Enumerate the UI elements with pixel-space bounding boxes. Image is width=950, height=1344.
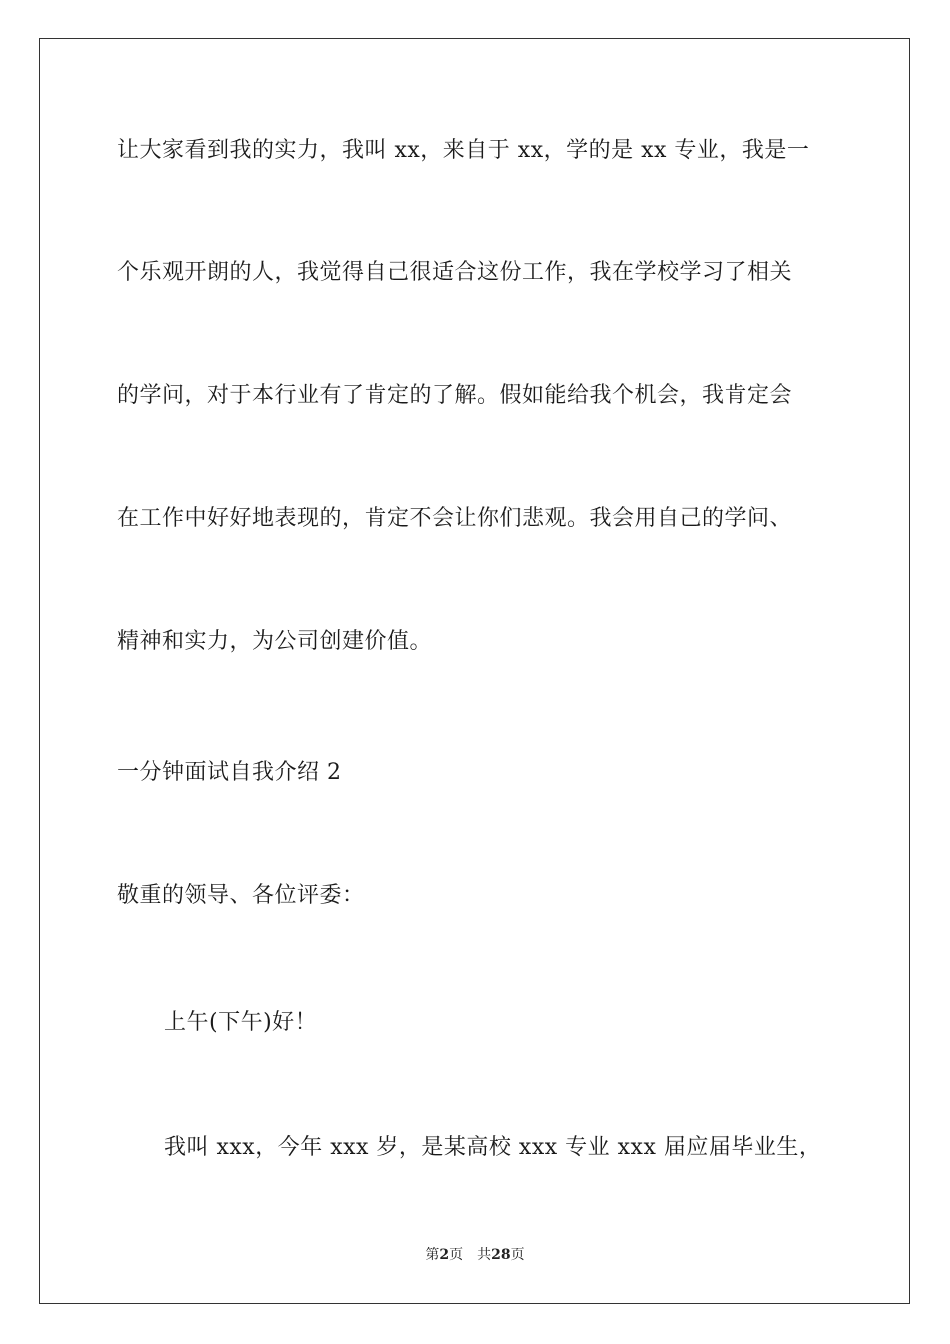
section-heading: 一分钟面试自我介绍 2 xyxy=(117,760,342,785)
greeting: 上午(下午)好！ xyxy=(164,1010,318,1035)
total-suffix: 页 xyxy=(510,1247,525,1263)
body-line-2: 个乐观开朗的人，我觉得自己很适合这份工作，我在学校学习了相关 xyxy=(117,260,793,285)
intro-line: 我叫 xxx，今年 xxx 岁，是某高校 xxx 专业 xxx 届应届毕业生， xyxy=(164,1135,822,1160)
total-prefix: 共 xyxy=(477,1247,492,1263)
total-pages: 28 xyxy=(491,1247,511,1263)
page-prefix: 第 xyxy=(425,1247,440,1263)
page-footer xyxy=(0,1245,950,1265)
salutation: 敬重的领导、各位评委： xyxy=(117,883,365,908)
body-line-4: 在工作中好好地表现的，肯定不会让你们悲观。我会用自己的学问、 xyxy=(117,506,793,531)
body-line-3: 的学问，对于本行业有了肯定的了解。假如能给我个机会，我肯定会 xyxy=(117,383,793,408)
body-line-1: 让大家看到我的实力，我叫 xx，来自于 xx，学的是 xx 专业，我是一 xyxy=(117,138,810,163)
page-suffix: 页 xyxy=(449,1247,464,1263)
page-border xyxy=(39,38,910,1304)
page-number: 2 xyxy=(439,1247,450,1263)
body-line-5: 精神和实力，为公司创建价值。 xyxy=(117,629,433,654)
